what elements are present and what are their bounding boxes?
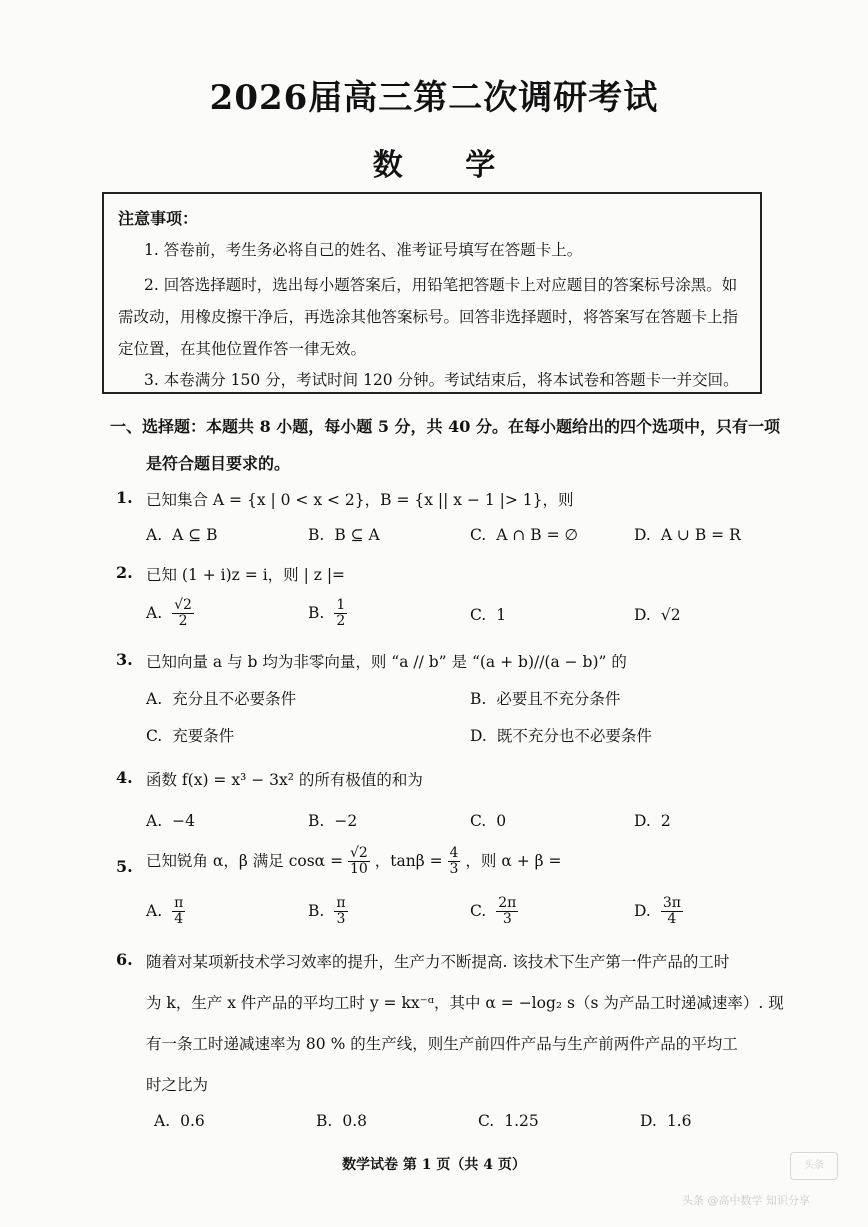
watermark-logo: 头条	[790, 1152, 838, 1180]
question-number: 1.	[116, 488, 133, 507]
question-number: 5.	[116, 857, 133, 876]
option-a: A. 0.6	[154, 1112, 205, 1130]
question-number: 3.	[116, 650, 133, 669]
fraction: $\frac{√2}{10}$	[350, 845, 368, 878]
notice-line: 1. 答卷前，考生务必将自己的姓名、准考证号填写在答题卡上。	[144, 241, 583, 259]
question-stem-cont: 有一条工时递减速率为 80 % 的生产线，则生产前四件产品与生产前两件产品的平均工	[146, 1035, 738, 1053]
option-c: C. $\frac{2\pi}{3}$	[470, 895, 517, 928]
subject-title: 数 学	[372, 148, 522, 183]
fraction: $\frac{4}{3}$	[449, 845, 459, 878]
option-c: C. 0	[470, 812, 507, 830]
question-stem: 函数 f(x) = x³ − 3x² 的所有极值的和为	[146, 771, 423, 789]
option-b: B. B ⊆ A	[308, 526, 380, 544]
option-c: C. 1.25	[478, 1112, 539, 1130]
notice-line: 定位置，在其他位置作答一律无效。	[118, 340, 367, 358]
watermark-text: 头条 @高中数学 知识分享	[682, 1194, 810, 1207]
notice-line: 3. 本卷满分 150 分，考试时间 120 分钟。考试结束后，将本试卷和答题卡一并交回。	[144, 371, 739, 389]
option-d: D. 既不充分也不必要条件	[470, 727, 652, 745]
question-stem: 已知 (1 + i)z = i，则 | z |=	[146, 566, 346, 584]
question-stem: 已知向量 a 与 b 均为非零向量，则 “a // b” 是 “(a + b)//(a − b)” 的	[146, 653, 627, 671]
notice-box	[102, 192, 762, 394]
option-a: A. $\frac{\pi}{4}$	[146, 895, 184, 928]
notice-heading: 注意事项：	[118, 209, 199, 228]
notice-line: 需改动，用橡皮擦干净后，再选涂其他答案标号。回答非选择题时，将答案写在答题卡上指	[118, 308, 739, 326]
option-d: D. 1.6	[640, 1112, 692, 1130]
option-d: D. $\frac{3\pi}{4}$	[634, 895, 681, 928]
option-b: B. 0.8	[316, 1112, 367, 1130]
section-heading: 一、选择题：本题共 8 小题，每小题 5 分，共 40 分。在每小题给出的四个选项中，只有一项	[110, 417, 780, 436]
question-number: 4.	[116, 768, 133, 787]
question-number: 2.	[116, 563, 133, 582]
option-c: C. 充要条件	[146, 727, 235, 745]
option-a: A. A ⊆ B	[146, 526, 218, 544]
option-a: A. 充分且不必要条件	[146, 690, 297, 708]
option-c: C. 1	[470, 606, 507, 624]
option-c: C. A ∩ B = ∅	[470, 526, 579, 544]
question-stem: 已知锐角 α，β 满足 cosα = $\frac{√2}{10}$ ，tanβ = $\frac{4}{3}$ ，则 α + β =	[146, 845, 562, 878]
option-a: A. $\frac{√2}{2}$	[146, 597, 192, 630]
option-b: B. 必要且不充分条件	[470, 690, 621, 708]
option-b: B. $\frac{1}{2}$	[308, 597, 346, 630]
question-stem: 已知集合 A = {x | 0 < x < 2}，B = {x || x − 1 |> 1}，则	[146, 491, 574, 509]
option-d: D. √2	[634, 606, 681, 624]
page-footer: 数学试卷 第 1 页（共 4 页）	[342, 1157, 526, 1173]
exam-title: 2026届高三第二次调研考试	[209, 78, 659, 118]
question-stem-cont: 为 k，生产 x 件产品的平均工时 y = kx⁻ᵅ，其中 α = −log₂ s（s 为产品工时递减速率）. 现	[146, 994, 784, 1012]
question-stem-cont: 时之比为	[146, 1076, 209, 1094]
option-d: D. 2	[634, 812, 671, 830]
section-heading-cont: 是符合题目要求的。	[146, 454, 291, 473]
option-b: B. $\frac{\pi}{3}$	[308, 895, 346, 928]
option-a: A. −4	[146, 812, 195, 830]
question-number: 6.	[116, 950, 133, 969]
option-d: D. A ∪ B = R	[634, 526, 741, 544]
option-b: B. −2	[308, 812, 358, 830]
notice-line: 2. 回答选择题时，选出每小题答案后，用铅笔把答题卡上对应题目的答案标号涂黑。如	[144, 276, 738, 294]
question-stem: 随着对某项新技术学习效率的提升，生产力不断提高. 该技术下生产第一件产品的工时	[146, 953, 730, 971]
